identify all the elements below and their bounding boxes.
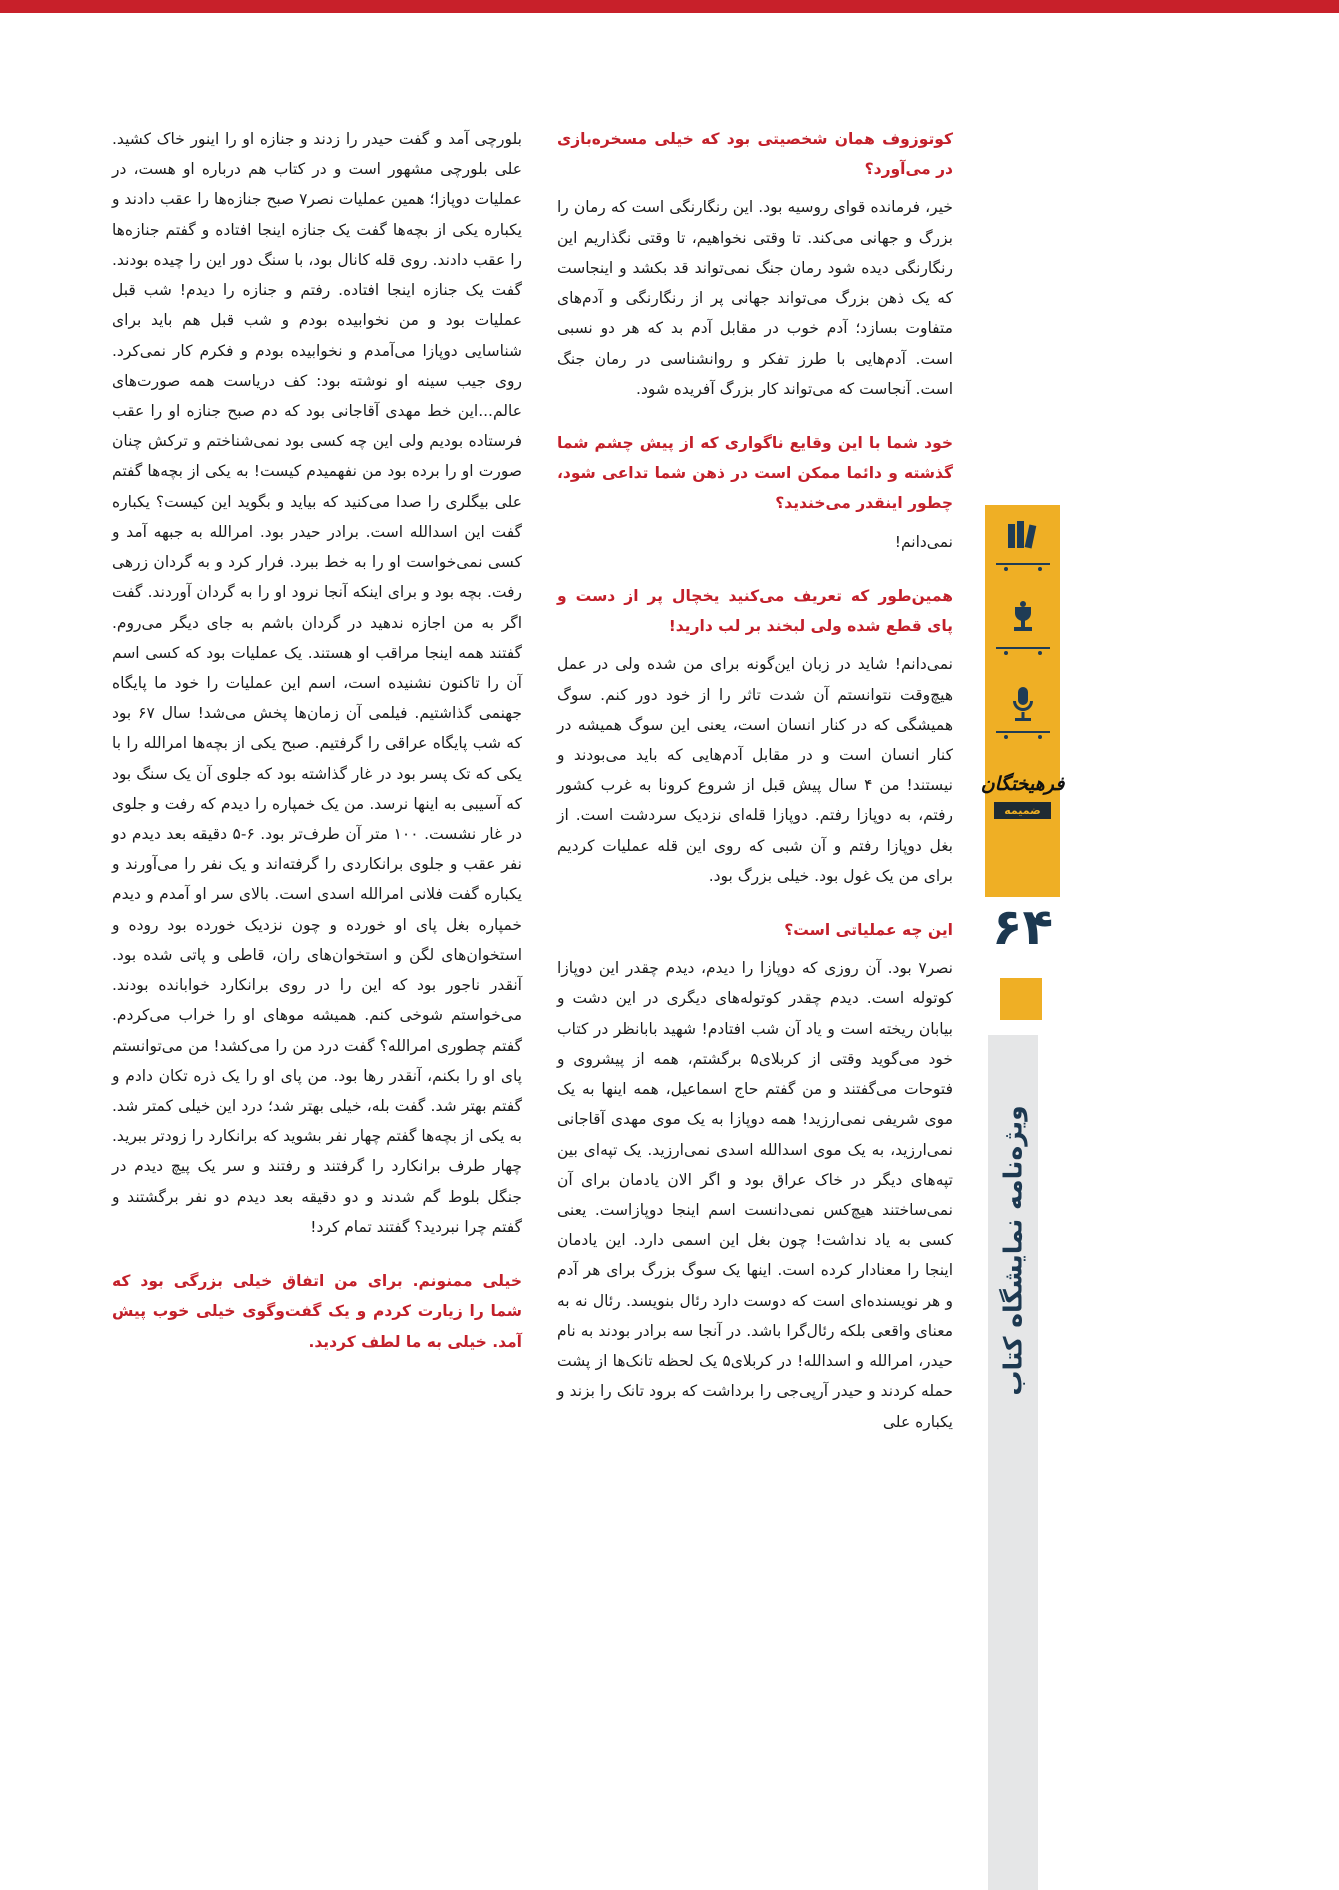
question-paragraph: خود شما با این وقایع ناگواری که از پیش چشم شما گذشته و دائما ممکن است در ذهن شما تداعی شود، چطور اینقدر می‌خندید؟ <box>557 433 953 513</box>
brand-logo-subtitle: ضمیمه <box>994 802 1051 819</box>
brand-logo-text: فرهیختگان <box>980 773 1065 795</box>
article-column-left <box>112 124 522 1365</box>
question-paragraph: کوتوزوف همان شخصیتی بود که خیلی مسخره‌بازی در می‌آورد؟ <box>557 130 953 179</box>
shelf-divider <box>996 647 1050 649</box>
brand-logo <box>981 773 1065 819</box>
top-accent-bar <box>0 0 1339 13</box>
answer-paragraph: نمی‌دانم! شاید در زبان این‌گونه برای من شده ولی در عمل هیچ‌وقت نتوانستم آن شدت تاثر را از خود دور کنم. سوگ همیشگی که در کنار انسان است، یعنی این سوگ همیشه در کنار انسان است و در مقابل آدم‌هایی که باید می‌بودند و نیستند! من ۴ سال پیش قبل از شروع کرونا به غرب کشور رفتم، به دوپازا رفتم. دوپازا قله‌ای نزدیک سردشت است. از بغل دوپازا رفتم و آن شبی که روی این قله عملیات کردیم برای من یک غول بود. خیلی بزرگ بود. <box>557 655 953 885</box>
microphone-icon <box>994 683 1052 767</box>
vertical-issue-title: ویژه‌نامه نمایشگاه کتاب <box>998 1104 1028 1396</box>
books-icon <box>994 515 1052 599</box>
answer-paragraph: نصر۷ بود. آن روزی که دوپازا را دیدم، دیدم چقدر این دوپازا کوتوله است. دیدم چقدر کوتوله‌های دیگری در این دشت و بیابان ریخته است و یاد آن شب افتادم! شهید بابانظر در کتاب خود می‌گوید وقتی از کربلای۵ برگشتم، همه از پیشروی و فتوحات می‌گفتند و من گفتم حاج اسماعیل، همه اینها به یک موی شریفی نمی‌ارزید! همه دوپازا به یک موی مهدی آقاجانی نمی‌ارزید، به یک موی اسدالله اسدی نمی‌ارزید. یک تپه‌ای بین تپه‌های دیگر در خاک عراق بود و اگر الان یادمان برای آن نمی‌ساختند هیچ‌کس نمی‌دانست اسم اینجا دوپازاست. یعنی کسی به یاد نداشت! چون بغل این اسمی دارد. این یادمان اینجا را معنادار کرده است. اینها یک سوگ بزرگ برای هر آدم و هر نویسنده‌ای است که دوست دارد رئال بنویسد. رئال نه به معنای واقعی بلکه رئال‌گرا باشد. در آنجا سه برادر بودند به نام حیدر، امرالله و اسدالله! در کربلای۵ یک لحظه تانک‌ها از پشت حمله کردند و حیدر آرپی‌جی را برداشت که برود تانک را بزند و یکباره علی <box>557 959 953 1431</box>
article-column-right <box>557 124 953 1443</box>
question-paragraph: همین‌طور که تعریف می‌کنید یخچال پر از دست و پای قطع شده ولی لبخند بر لب دارید! <box>557 586 953 636</box>
closing-remark-paragraph: خیلی ممنونم. برای من اتفاق خیلی بزرگی بود که شما را زیارت کردم و یک گفت‌وگوی خیلی خوب پیش آمد. خیلی به ما لطف کردید. <box>112 1272 522 1351</box>
answer-paragraph: خیر، فرمانده قوای روسیه بود. این رنگارنگی است که رمان را بزرگ و جهانی می‌کند. تا وقتی نخواهیم، تا وقتی نگذاریم این رنگارنگی دیده شود رمان جنگ نمی‌تواند قد بکشد و اینجاست که یک ذهن بزرگ می‌تواند جهانی پر از رنگارنگی و آدم‌های متفاوت بسازد؛ آدم خوب در مقابل آدم بد که هر دو نسبی است. آدم‌هایی با طرز تفکر و روانشناسی در رمان جنگ است. آنجاست که می‌تواند کار بزرگ آفریده شود. <box>557 198 953 398</box>
shelf-divider <box>996 731 1050 733</box>
page-number: ۶۴ <box>991 898 1054 956</box>
award-icon <box>994 599 1052 683</box>
yellow-square-ornament <box>1000 978 1042 1020</box>
answer-paragraph: نمی‌دانم! <box>894 532 953 551</box>
shelf-divider <box>996 563 1050 565</box>
answer-paragraph: بلورچی آمد و گفت حیدر را زدند و جنازه او را اینور خاک کشید. علی بلورچی مشهور است و در کتاب هم درباره او هست، در عملیات دوپازا؛ همین عملیات نصر۷ صبح جنازه‌ها را عقب دادند و یکباره یکی از بچه‌ها گفت یک جنازه اینجا افتاده و گفتم جنازه‌ها را عقب دادند. روی قله کانال بود، با سنگ دور این را چیده بودند. گفت یک جنازه اینجا افتاده. رفتم و جنازه را دیدم! شب قبل عملیات بود و من نخوابیده بودم و شب قبل هم باید برای شناسایی دوپازا می‌آمدم و نخوابیده بودم و فکرم کار نمی‌کرد. روی جیب سینه او نوشته بود: کف دریاست همه صورت‌های عالم...این خط مهدی آقاجانی بود که دم صبح جنازه او را عقب فرستاده بودیم ولی این چه کسی بود نمی‌شناختم و ترکش چنان صورت او را برده بود من نفهمیدم کیست! به یکی از بچه‌ها گفتم علی بیگلری را صدا می‌کنید که بیاید و بگوید این کیست؟ یکباره گفت این اسدالله است. برادر حیدر بود. امرالله به جبهه آمد و کسی نمی‌خواست او را به خط ببرد. فرار کرد و به گردان زرهی رفت. بچه بود و برای اینکه آنجا نرود او را به گردان آوردند. گفت اگر به من اجازه ندهید در گردان باشم به جای دیگر می‌روم. گفتند همه اینجا مراقب او هستند. یک عملیات بود که کسی اسم آن را تاکنون نشنیده است، اسم این عملیات را خود ما پایگاه جهنمی گذاشتیم. فیلمی آن زمان‌ها پخش می‌شد! سال ۶۷ بود که شب پایگاه عراقی را گرفتیم. صبح یکی از بچه‌ها امرالله را با یکی که تک پسر بود در غار گذاشته بود که جلوی آن یک سنگ بود که آسیبی به اینها نرسد. من یک خمپاره را دیدم که رفت و جلوی در غار نشست. ۱۰۰ متر آن طرف‌تر بود. ۶-۵ دقیقه بعد دیدم دو نفر عقب و جلوی برانکاردی را گرفته‌اند و یک نفر را می‌آورند و یکباره گفت فلانی امرالله اسدی است. بالای سر او آمدم و دیدم خمپاره بغل پای او خورده و چون نزدیک خورده بود روده و استخوان‌های لگن و استخوان‌های ران، قاطی و پاتی شده بود. آنقدر ناجور بود که این را در روی برانکارد خوابانده بودند. می‌خواستم شوخی کنم. همیشه موهای او را خراب می‌کردم. گفتم چطوری امرالله؟ گفت درد من را می‌کشد! من می‌توانستم پای او را بکنم، آنقدر رها بود. من پای او را یک ذره تکان دادم و گفتم بهتر شد. گفت بله، خیلی بهتر شد؛ درد این خیلی کمتر شد. به یکی از بچه‌ها گفتم چهار نفر بشوید که برانکارد را زودتر ببرید. چهار طرف برانکارد را گرفتند و رفتند و سر یک پیچ دیدم در جنگل بلوط گم شدند و دو دقیقه بعد دیدم دو نفر برگشتند و گفتم چرا نبردید؟ گفتند تمام کرد! <box>112 130 522 1236</box>
question-paragraph: این چه عملیاتی است؟ <box>784 921 953 940</box>
vertical-issue-title-wrap <box>988 1040 1038 1460</box>
sidebar-brand-block <box>980 505 1065 897</box>
